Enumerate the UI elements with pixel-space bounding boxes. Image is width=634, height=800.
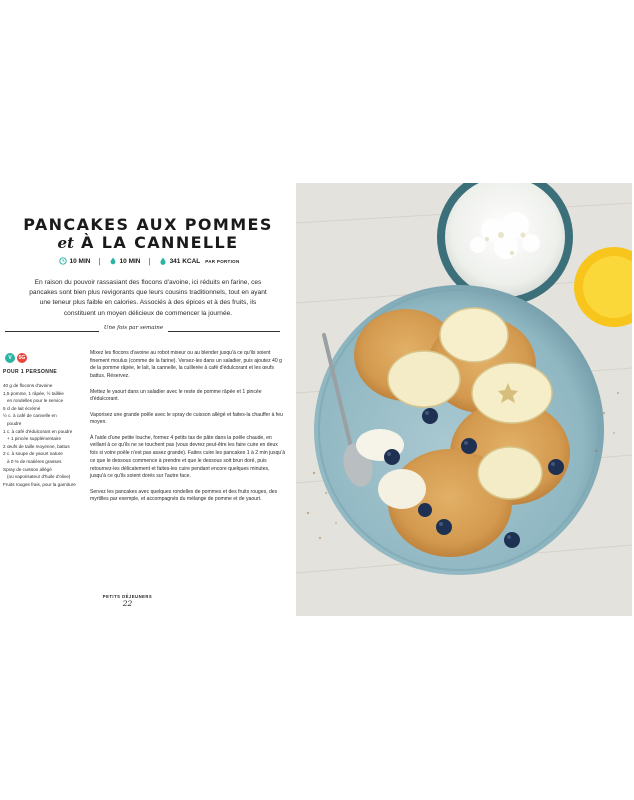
- prep-time: [59, 257, 91, 265]
- title-line-2: À LA CANNELLE: [81, 233, 239, 252]
- step-paragraph: Vaporisez une grande poêle avec le spray de cuisson allégé et faites-la chauffer à feu moyen.: [90, 411, 283, 426]
- frequency-label: Une fois par semaine: [103, 325, 164, 331]
- ingredient-line: 40 g de flocons d'avoine: [3, 383, 53, 388]
- ingredient-line: Fruits rouges frais, pour la garniture: [3, 481, 76, 487]
- meta-separator: |: [98, 256, 101, 266]
- calories-unit: PAR PORTION: [205, 258, 240, 264]
- divider-line-left: [5, 331, 99, 332]
- ingredient-line: Spray de cuisson allégé: [3, 466, 52, 472]
- diet-badges: [5, 353, 27, 363]
- ingredient-line: + 1 pincée supplémentaire: [7, 436, 62, 442]
- ingredient-line: 2 c. à soupe de yaourt nature: [3, 451, 63, 457]
- ingredient-line: en rondelles pour le service: [7, 398, 64, 404]
- ingredient-line: (ou vaporisateur d'huile d'olive): [7, 474, 71, 480]
- cook-time-value: 10 MIN: [119, 257, 141, 265]
- recipe-intro: En raison du pouvoir rassasiant des flocons d'avoine, ici réduits en farine, ces pancakes sont bien plus revigorants que leurs cousins traditionnels, tout en ayant une teneur plus faible en calories. Associés à des épices et à des fruits, ils constituent un moyen délicieux de commencer la journée.: [29, 279, 267, 317]
- clock-icon: [59, 257, 67, 265]
- calories-value: 341 KCAL: [169, 257, 201, 265]
- step-paragraph: Servez les pancakes avec quelques rondelles de pommes et des fruits rouges, des myrtilles par exemple, et accompagnés du mélange de pomme et de yaourt.: [90, 488, 278, 503]
- recipe-photo: [296, 183, 632, 616]
- recipe-steps: [90, 350, 286, 512]
- vegetarian-badge: V: [5, 353, 15, 363]
- recipe-page: [0, 0, 296, 800]
- ingredient-line: 1,5 pomme, 1 râpée, ½ taillée: [3, 390, 64, 396]
- divider-line-right: [168, 331, 280, 332]
- five-g-badge: 5G: [18, 355, 26, 361]
- flame-icon: [109, 257, 117, 265]
- pancake-photo-illustration: [296, 183, 632, 616]
- ingredient-list: [3, 382, 85, 488]
- cook-time: [109, 257, 141, 265]
- prep-time-value: 10 MIN: [69, 257, 91, 265]
- portion-label: POUR 1 PERSONNE: [3, 369, 58, 375]
- drop-icon: [159, 257, 167, 265]
- section-footer: PETITS DÉJEUNERS: [102, 594, 153, 599]
- ingredient-line: ½ c. à café de cannelle en: [3, 413, 57, 419]
- step-paragraph: Mixez les flocons d'avoine au robot mixeur ou au blender jusqu'à ce qu'ils soient finement moulus (comme de la farine). Versez-les dans un saladier, puis ajoutez 40 g de la pomme râpée, le lait, la cannelle, la cuillerée à café d'édulcorant et les œufs battus. Réservez.: [90, 350, 282, 380]
- ingredient-line: 2 œufs de taille moyenne, battus: [3, 443, 70, 449]
- meta-separator: |: [148, 256, 151, 266]
- step-paragraph: À l'aide d'une petite louche, formez 4 petits tas de pâte dans la poêle chaude, en veillant à ce qu'ils ne se touchent pas (vous devrez peut-être les faire cuire en deux fois si votre poêle n'est pas assez grande). Faites cuire les pancakes 1 à 2 min jusqu'à ce que le dessous commence à prendre et que le dessous soit brun doré, puis retournez-les délicatement et faites-les cuire pendant encore quelques minutes, jusqu'à ce qu'ils soient dorés sur l'autre face.: [90, 434, 286, 480]
- ingredient-line: 5 cl de lait écrémé: [3, 405, 41, 411]
- page-number: 22: [122, 599, 133, 608]
- recipe-meta: [24, 255, 274, 267]
- title-script-word: et: [57, 234, 75, 252]
- ingredient-line: 1 c. à café d'édulcorant en poudre: [3, 428, 73, 434]
- ingredient-line: poudre: [7, 420, 22, 426]
- recipe-title: [10, 216, 286, 252]
- calories: [159, 257, 240, 265]
- step-paragraph: Mettez le yaourt dans un saladier avec le reste de pomme râpée et 1 pincée d'édulcorant.: [90, 388, 262, 403]
- title-line-1: PANCAKES AUX POMMES: [23, 215, 273, 234]
- ingredient-line: à 0 % de matières grasses: [7, 458, 62, 464]
